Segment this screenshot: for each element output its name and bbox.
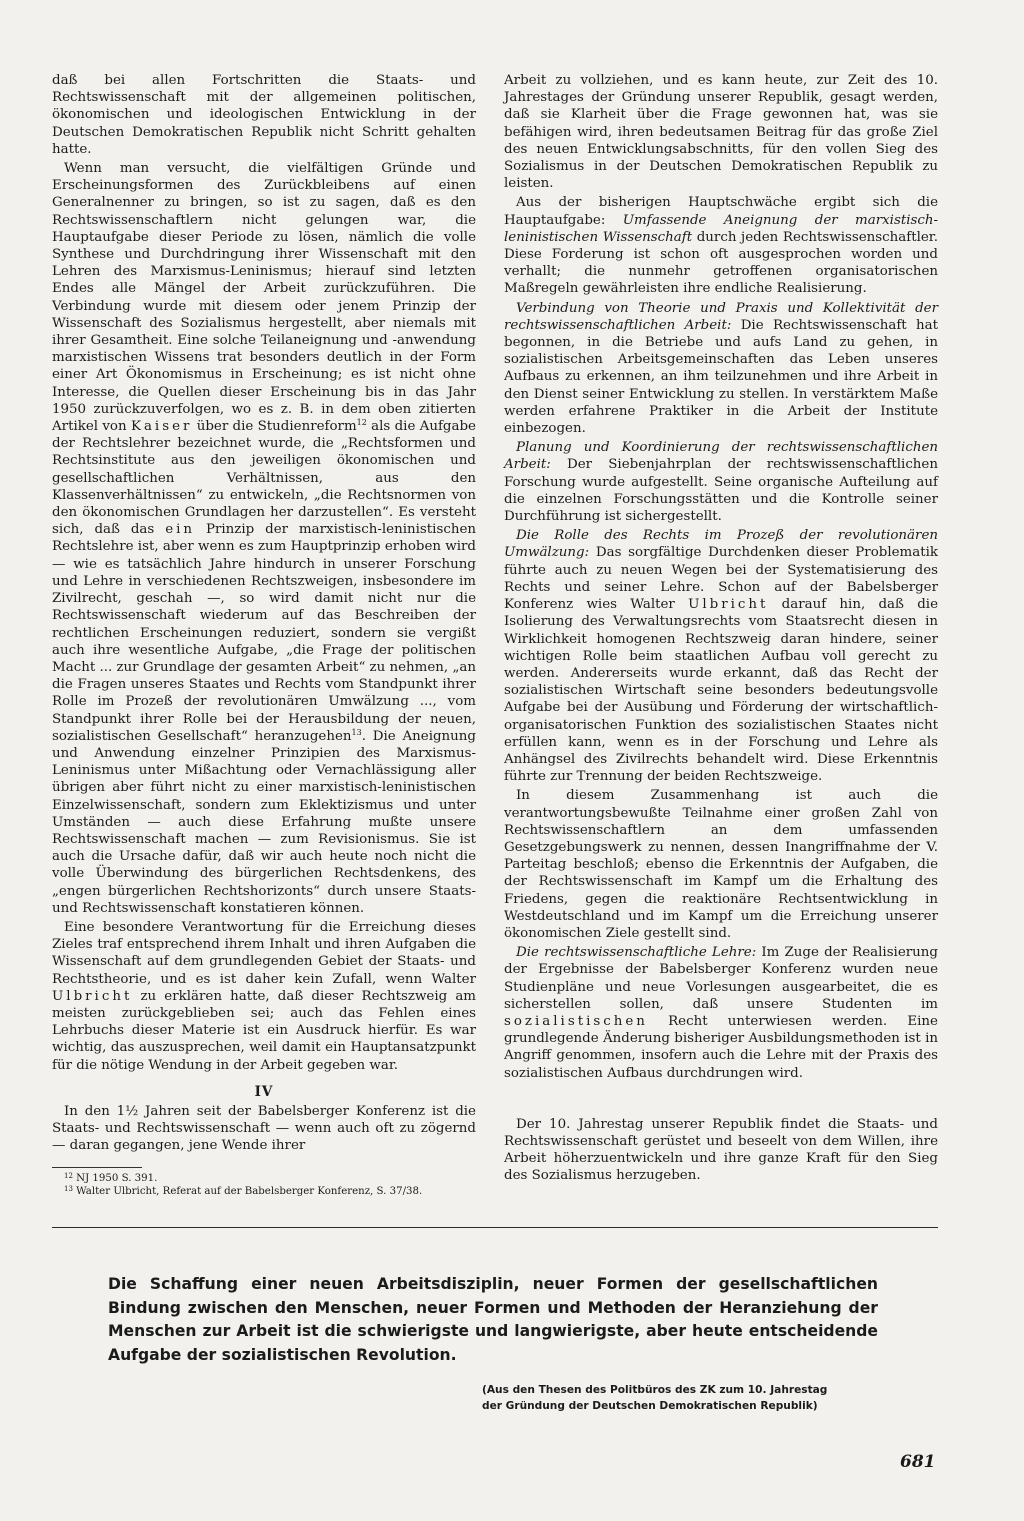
footnote-divider — [52, 1167, 142, 1168]
page-number: 681 — [900, 1452, 936, 1472]
quote-source — [482, 1382, 902, 1414]
text-run: Das sorgfältige Durchdenken dieser Problematik führte auch zu neuen Wegen bei der Systematisierung des Rechts und seiner Lehre. Schon auf der Babelsberger Konferenz wies Walter — [504, 545, 938, 613]
footnote-text: NJ 1950 S. 391. — [76, 1172, 158, 1184]
footnote-number: 13 — [64, 1184, 73, 1193]
left-paragraph-3 — [52, 919, 476, 1074]
right-paragraph-8: Der 10. Jahrestag unserer Republik findet die Staats- und Rechtswissenschaft gerüstet und beseelt von dem Willen, ihre Arbeit höherzuentwickeln und ihre ganze Kraft für den Sieg des Sozialismus herzugeben. — [504, 1116, 938, 1184]
author-name-ulbricht: Ulbricht — [52, 988, 133, 1004]
right-paragraph-2 — [504, 194, 938, 297]
author-name-ulbricht: Ulbricht — [688, 597, 769, 613]
text-run: Wenn man versucht, die vielfältigen Gründe und Erscheinungsformen des Zurückbleibens auf einen Generalnenner zu bringen, so ist zu sagen, daß es den Rechtswissenschaftlern nicht gelungen war, die Hauptaufgabe dieser Periode zu lösen, nämlich die volle Synthese und Durchdringung ihrer Wissenschaft mit den Lehren des Marxismus-Leninismus; hierauf sind letzten Endes alle Mängel der Arbeit zurückzuführen. Die Verbindung wurde mit diesem oder jenem Prinzip der Wissenschaft des Sozialismus hergestellt, aber niemals mit ihrer Gesamtheit. Eine solche Teilaneignung und -anwendung marxistischen Wissens trat besonders deutlich in der Form einer Art Ökonomismus in Erscheinung; es ist nicht ohne Interesse, die Quellen dieser Erscheinung bis in das Jahr 1950 zurückzuverfolgen, wo es z. B. in dem oben zitierten Artikel von — [52, 161, 476, 435]
pull-quote: Die Schaffung einer neuen Arbeitsdisziplin, neuer Formen der gesellschaftlichen Bindung zwischen den Menschen, neuer Formen und Methoden der Heranziehung der Menschen zur Arbeit ist die schwierigste und langwierigste, aber heute entscheidende Aufgabe der sozialistischen Revolution. — [108, 1275, 878, 1364]
footnote-number: 12 — [64, 1171, 73, 1180]
italic-heading: Die Rolle des Rechts im Prozeß der revolutionären Umwälzung: — [504, 528, 938, 561]
right-paragraph-1: Arbeit zu vollziehen, und es kann heute, zur Zeit des 10. Jahrestages der Gründung unserer Republik, gesagt werden, daß sie Klarheit über die Frage gewonnen hat, was sie befähigen wird, ihren bedeutsamen Beitrag für das große Ziel des neuen Entwicklungsabschnitts, für den vollen Sieg des Sozialismus in der Deutschen Demokratischen Republik zu leisten. — [504, 73, 938, 192]
author-name-kaiser: Kaiser — [130, 419, 193, 435]
footnote-13 — [52, 1185, 476, 1198]
text-run: als die Aufgabe der Rechtslehrer bezeichnet wurde, die „Rechtsformen und Rechtsinstitute aus den jeweiligen ökonomischen und gesellschaftlichen Verhältnissen, aus den Klassenverhältnissen“ zu entwickeln, „die Rechtsnormen von den ökonomischen Grundlagen her darzustellen“. Es versteht sich, daß das — [52, 419, 476, 538]
quote-source-line-2: der Gründung der Deutschen Demokratischen Republik) — [482, 1400, 818, 1412]
emphasis-sozialistischen: sozialistischen — [504, 1013, 648, 1029]
text-run: Prinzip der marxistisch-leninistischen Rechtslehre ist, aber wenn es zum Hauptprinzip erhoben wird — wie es tatsächlich Jahre hindurch in unserer Forschung und Lehre in verschiedenen Rechtszweigen, insbesondere im Zivilrecht, geschah —, so wird damit nicht nur die Rechtswissenschaft wiederum auf das Beschreiben der rechtlichen Erscheinungen reduziert, sondern sie vergißt auch ihre wesentliche Aufgabe, „die Frage der politischen Macht ... zur Grundlage der gesamten Arbeit“ zu nehmen, „an die Fragen unseres Staates und Rechts vom Standpunkt ihrer Rolle im Prozeß der revolutionären Umwälzung ..., vom Standpunkt ihrer Rolle bei der Herausbildung der neuen, sozialistischen Gesellschaft“ heranzugehen — [52, 522, 477, 744]
left-paragraph-4: In den 1½ Jahren seit der Babelsberger Konferenz ist die Staats- und Rechtswissenschaft — wenn auch oft zu zögernd — daran gegangen, jene Wende ihrer — [52, 1103, 476, 1154]
footnote-ref-13: 13 — [351, 727, 362, 737]
right-paragraph-5 — [504, 527, 938, 785]
left-paragraph-1: daß bei allen Fortschritten die Staats- und Rechtswissenschaft mit der allgemeinen politischen, ökonomischen und ideologischen Entwicklung in der Deutschen Demokratischen Republik nicht Schritt gehalten hatte. — [52, 73, 476, 157]
right-column — [504, 72, 938, 1185]
italic-phrase: Umfassende Aneignung der marxistisch-leninistischen Wissenschaft — [504, 212, 938, 245]
italic-heading: Planung und Koordinierung der rechtswissenschaftlichen Arbeit: — [504, 440, 938, 473]
text-run: Die Rechtswissenschaft hat begonnen, in die Betriebe und aufs Land zu gehen, in sozialistischen Arbeitsgemeinschaften das Leben unseres Aufbaus zu erkennen, an ihm teilzunehmen und ihre Arbeit in den Dienst seiner Entwicklung zu stellen. In verstärktem Maße werden erfahrene Praktiker in die Arbeit der Institute einbezogen. — [504, 317, 938, 437]
text-run: Im Zuge der Realisierung der Ergebnisse der Babelsberger Konferenz wurden neue Studienpläne und neue Vorlesungen ausgearbeitet, die es sicherstellen sollen, daß unsere Studenten im — [504, 945, 938, 1012]
footnote-12 — [52, 1172, 476, 1185]
italic-heading: Die rechtswissenschaftliche Lehre: — [516, 945, 757, 961]
right-paragraph-3 — [504, 300, 938, 438]
text-run: durch jeden Rechtswissenschaftler. Diese Forderung ist schon oft ausgesprochen worden und verhallt; die nunmehr getroffenen organisatorischen Maßregeln gewährleisten ihre endliche Realisierung. — [504, 229, 938, 297]
emphasis-ein: ein — [165, 522, 196, 538]
right-paragraph-7 — [504, 944, 938, 1082]
left-column — [52, 72, 476, 1198]
text-run: über die Studienreform — [196, 419, 357, 435]
text-run: darauf hin, daß die Isolierung des Verwaltungsrechts vom Staatsrecht diesen in Wirklichkeit homogenen Rechtszweig daran hindere, seiner wichtigen Rolle beim staatlichen Aufbau voll gerecht zu werden. Andererseits wurde erkannt, daß das Recht der sozialistischen Wirtschaft seine besonders bedeutungsvolle Aufgabe bei der Ausübung und Förderung der wirtschaftlich-organisatorischen Funktion des sozialistischen Staates nicht erfüllen kann, wenn es in der Forschung und Lehre als Anhängsel des Zivilrechts behandelt wird. Diese Erkenntnis führte zur Trennung der beiden Rechtszweige. — [504, 597, 938, 785]
text-run: Der Siebenjahrplan der rechtswissenschaftlichen Forschung wurde aufgestellt. Seine organische Aufteilung auf die einzelnen Forschungsstätten und die Kontrolle seiner Durchführung ist sichergestellt. — [504, 457, 938, 525]
quote-source-line-1: (Aus den Thesen des Politbüros des ZK zum 10. Jahrestag — [482, 1384, 828, 1396]
footnote-ref-12: 12 — [356, 418, 367, 428]
text-run: Aus der bisherigen Hauptschwäche ergibt sich die Hauptaufgabe: — [504, 195, 938, 228]
text-run: zu erklären hatte, daß dieser Rechtszweig am meisten zurückgeblieben sei; auch das Fehlen eines Lehrbuchs dieser Materie ist ein Ausdruck hierfür. Es war wichtig, das auszusprechen, weil damit ein Hauptansatzpunkt für die nötige Wendung in der Arbeit gegeben war. — [52, 988, 476, 1073]
right-paragraph-6: In diesem Zusammenhang ist auch die verantwortungsbewußte Teilnahme einer großen Zahl von Rechtswissenschaftlern an dem umfassenden Gesetzgebungswerk zu nennen, dessen Inangriffnahme der V. Parteitag beschloß; ebenso die Erkenntnis der Aufgaben, die der Rechtswissenschaft im Kampf um die Erhaltung des Friedens, gegen die reaktionäre Rechtsentwicklung in Westdeutschland und im Kampf um die Erreichung unserer ökonomischen Ziele gestellt sind. — [504, 788, 938, 941]
text-run: Recht unterwiesen werden. Eine grundlegende Änderung bisheriger Ausbildungsmethoden ist in Angriff genommen, insofern auch die Lehre mit der Praxis des sozialistischen Aufbaus durchdrungen wird. — [504, 1013, 938, 1081]
text-run: . Die Aneignung und Anwendung einzelner Prinzipien des Marxismus-Leninismus unter Mißachtung oder Vernachlässigung aller übrigen aber führt nicht zu einer marxistisch-leninistischen Einzelwissenschaft, sondern zum Eklektizismus und unter Umständen — auch diese Erfahrung mußte unsere Rechtswissenschaft machen — zum Revisionismus. Sie ist auch die Ursache dafür, daß wir auch heute noch nicht die volle Überwindung des bürgerlichen Rechtsdenkens, des „engen bürgerlichen Rechtshorizonts“ durch unsere Staats- und Rechtswissenschaft konstatieren können. — [52, 728, 477, 916]
footnote-text: Walter Ulbricht, Referat auf der Babelsberger Konferenz, S. 37/38. — [76, 1185, 423, 1197]
left-paragraph-2 — [52, 160, 476, 917]
italic-heading: Verbindung von Theorie und Praxis und Kollektivität der rechtswissenschaftlichen Arbeit: — [504, 300, 938, 333]
text-run: Eine besondere Verantwortung für die Erreichung dieses Zieles traf entsprechend ihrem Inhalt und ihren Aufgaben die Wissenschaft auf dem grundlegenden Gebiet der Staats- und Rechtstheorie, und es ist daher kein Zufall, wenn Walter — [52, 919, 476, 987]
footnotes — [52, 1172, 476, 1198]
horizontal-divider — [52, 1227, 938, 1228]
right-paragraph-4 — [504, 439, 938, 525]
section-heading-iv: IV — [254, 1083, 274, 1100]
